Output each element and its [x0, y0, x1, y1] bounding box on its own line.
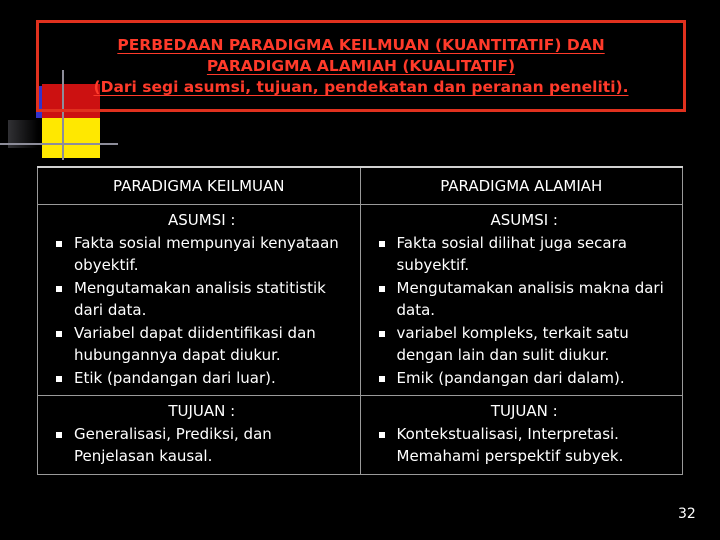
list-item: Mengutamakan analisis makna dari data.	[377, 277, 673, 322]
title-line-3: (Dari segi asumsi, tujuan, pendekatan dan peranan peneliti).	[93, 78, 629, 96]
column-header-keilmuan: PARADIGMA KEILMUAN	[38, 167, 361, 205]
decorative-horizontal-line	[0, 143, 118, 145]
section-heading: TUJUAN :	[168, 402, 236, 420]
list-item: Emik (pandangan dari dalam).	[377, 367, 673, 390]
list-item: Kontekstualisasi, Interpretasi. Memahami perspektif subyek.	[377, 423, 673, 468]
table-row-asumsi	[38, 205, 683, 396]
list-item: Fakta sosial dilihat juga secara subyektif.	[377, 232, 673, 277]
cell-keilmuan-tujuan	[38, 396, 361, 475]
bullet-list	[54, 232, 350, 390]
list-item: Mengutamakan analisis statitistik dari data.	[54, 277, 350, 322]
page-number: 32	[678, 506, 696, 522]
list-item: Etik (pandangan dari luar).	[54, 367, 350, 390]
title-line-1: PERBEDAAN PARADIGMA KEILMUAN (KUANTITATIF) DAN	[117, 36, 605, 54]
slide-title	[36, 35, 686, 98]
section-heading: TUJUAN :	[490, 402, 558, 420]
title-line-2: PARADIGMA ALAMIAH (KUALITATIF)	[206, 57, 516, 75]
list-item: Variabel dapat diidentifikasi dan hubungannya dapat diukur.	[54, 322, 350, 367]
list-item: variabel kompleks, terkait satu dengan lain dan sulit diukur.	[377, 322, 673, 367]
bullet-list	[377, 423, 673, 468]
cell-alamiah-asumsi	[360, 205, 683, 396]
bullet-list	[54, 423, 350, 468]
decorative-yellow-square	[42, 118, 100, 158]
table-header-row	[38, 167, 683, 205]
column-header-alamiah: PARADIGMA ALAMIAH	[360, 167, 683, 205]
section-heading: ASUMSI :	[168, 211, 236, 229]
section-heading: ASUMSI :	[490, 211, 558, 229]
cell-keilmuan-asumsi	[38, 205, 361, 396]
list-item: Generalisasi, Prediksi, dan Penjelasan kausal.	[54, 423, 350, 468]
comparison-table	[37, 166, 683, 475]
cell-alamiah-tujuan	[360, 396, 683, 475]
table-row-tujuan	[38, 396, 683, 475]
list-item: Fakta sosial mempunyai kenyataan obyektif.	[54, 232, 350, 277]
bullet-list	[377, 232, 673, 390]
